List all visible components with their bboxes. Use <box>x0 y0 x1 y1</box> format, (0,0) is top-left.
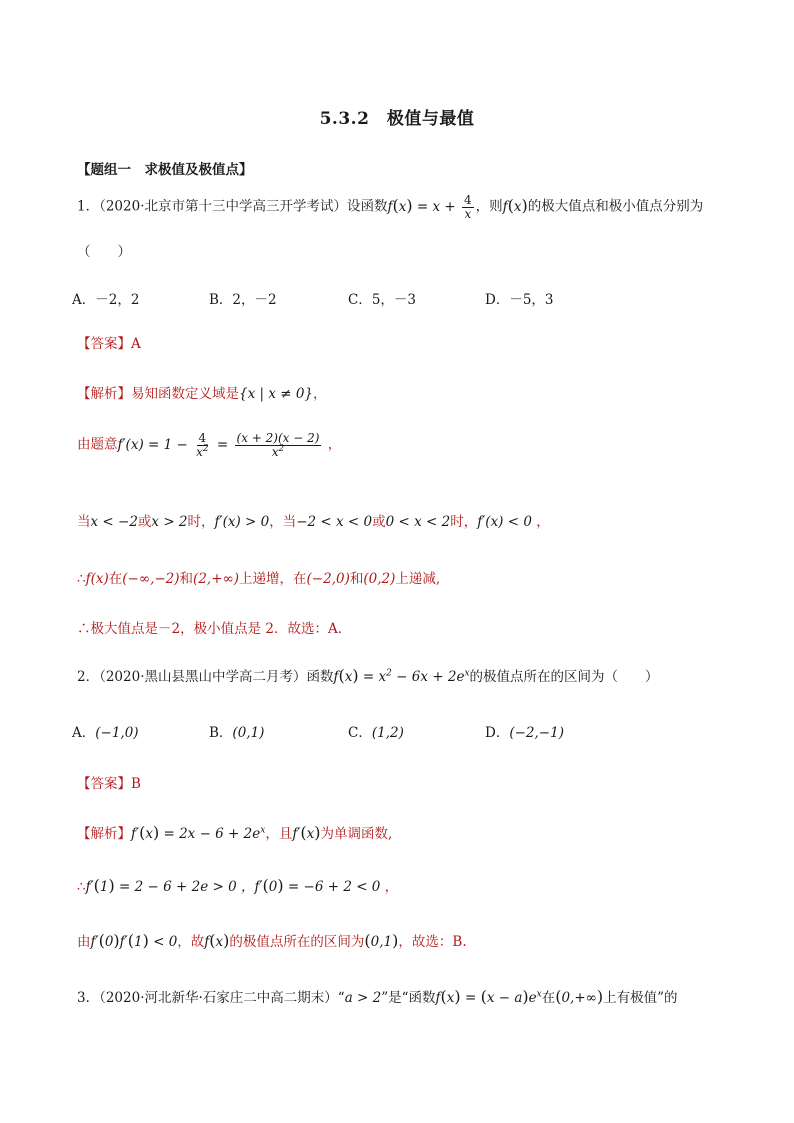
q1-function: f(x) = x + $\frac{4}{x}$ <box>387 193 472 221</box>
section-heading: 【题组一 求极值及极值点】 <box>77 162 253 178</box>
option-label: A． <box>72 725 96 741</box>
q1-analysis-5: ∴极大值点是－2，极小值点是 2．故选：A． <box>77 621 352 637</box>
math: (2,+∞) <box>193 571 240 587</box>
math: x < −2 <box>90 514 138 530</box>
math: (0,+∞) <box>555 987 604 1006</box>
answer-value: B <box>131 776 141 792</box>
text: 的极值点所在的区间为 <box>229 934 365 950</box>
q2-option-b[interactable] <box>209 721 264 741</box>
text: 时， <box>187 514 215 530</box>
math: (−2,0) <box>306 571 350 587</box>
page-title: 5.3.2 极值与最值 <box>319 109 475 129</box>
q2-prefix: 2．（2020·黑山县黑山中学高二月考）函数 <box>77 669 334 685</box>
q1-derivative: f′(x) = 1 − $\frac{4}{x^2}$ = $\frac{(x + 2)(x - 2)}{x^2}$ <box>117 431 320 459</box>
q1-analysis-4 <box>77 567 440 587</box>
q3-suffix: 上有极值”的 <box>603 990 678 1006</box>
math: a > 2 <box>344 990 382 1006</box>
option-label: C． <box>348 725 372 741</box>
q1-option-a[interactable]: A．－2，2 <box>72 292 140 308</box>
q1-analysis-1: 【解析】易知函数定义域是{x | x ≠ 0}， <box>77 386 327 402</box>
text: ∴ <box>77 879 86 895</box>
q1-option-b[interactable]: B．2，－2 <box>209 292 277 308</box>
math: (−∞,−2) <box>122 571 180 587</box>
q1-mid: ，则 <box>475 198 503 215</box>
q1-option-c[interactable]: C．5，－3 <box>348 292 417 308</box>
q1-fx: f(x) <box>502 195 528 215</box>
text: ，故选：B. <box>398 934 467 950</box>
math: −2 < x < 0 <box>296 514 373 530</box>
analysis-tag: 【解析】 <box>77 826 131 842</box>
math: f′(x) > 0 <box>214 514 270 530</box>
q2-suffix: 的极值点所在的区间为（ ） <box>469 669 659 685</box>
text: 和 <box>349 571 364 587</box>
math: $f(x) = (x - a)e^x$ <box>435 987 542 1006</box>
q2-analysis-2: ∴f′(1) = 2 − 6 + 2e > 0 ，f′(0) = −6 + 2 < 0 ， <box>77 876 399 895</box>
q1-domain-set: {x | x ≠ 0} <box>239 386 314 402</box>
text: 当 <box>77 514 91 530</box>
text: 由 <box>77 934 91 950</box>
text: 和 <box>179 571 194 587</box>
q3-stem <box>77 986 678 1006</box>
option-value: (1,2) <box>371 725 404 741</box>
q1-step1-prefix: 由题意 <box>77 436 118 453</box>
q1-suffix: 的极大值点和极小值点分别为 <box>527 198 704 215</box>
text: 为单调函数, <box>320 826 393 842</box>
q2-analysis-3 <box>77 930 467 950</box>
q3-mid2: 在 <box>541 990 556 1006</box>
text: 在 <box>108 571 123 587</box>
math: 0 < x < 2 <box>385 514 451 530</box>
q2-option-d[interactable] <box>485 721 564 741</box>
q1-paren: （ ） <box>77 244 131 260</box>
answer-tag: 【答案】 <box>77 776 131 792</box>
text: 或 <box>372 514 386 530</box>
math: f′(x) <box>292 823 321 842</box>
text: 时， <box>450 514 478 530</box>
math: f(x) <box>204 931 230 950</box>
option-label: B． <box>209 725 233 741</box>
analysis-text: 易知函数定义域是 <box>131 386 239 402</box>
option-value: (0,1) <box>232 725 265 741</box>
q1-analysis-2: 由题意f′(x) = 1 − $\frac{4}{x^2}$ = $\frac{(x + 2)(x - 2)}{x^2}$ ， <box>77 431 342 459</box>
analysis-tag: 【解析】 <box>77 386 131 402</box>
q1-stem <box>77 194 703 220</box>
option-value: (−2,−1) <box>509 725 564 741</box>
q1-option-d[interactable]: D．－5，3 <box>485 292 554 308</box>
q1-analysis-3: 当x < −2或x > 2时，f′(x) > 0，当−2 < x < 0或0 < x < 2时，f′(x) < 0 ， <box>77 514 550 530</box>
q2-function: $f(x) = x^2 - 6x + 2e^x$ <box>333 666 470 685</box>
q2-stem <box>77 665 659 685</box>
math: x > 2 <box>151 514 188 530</box>
text: 上递减, <box>395 571 441 587</box>
answer-value: A <box>131 336 141 352</box>
math: f(x) <box>85 571 109 587</box>
q2-option-c[interactable] <box>348 721 404 741</box>
text: ，且 <box>265 826 293 842</box>
text: 或 <box>137 514 152 530</box>
q2-answer <box>77 772 141 792</box>
math: f′(x) < 0 <box>477 514 532 530</box>
text: 上递增，在 <box>239 571 307 587</box>
q3-mid: ”是“函数 <box>381 990 436 1006</box>
text: ，故 <box>177 934 205 950</box>
text: ∴ <box>77 571 86 587</box>
q1-answer <box>77 332 141 352</box>
q2-analysis-1 <box>77 822 392 842</box>
math: f′(0)f′(1) < 0 <box>90 931 178 950</box>
math: (0,1) <box>364 931 399 950</box>
math: $f'(x) = 2x - 6 + 2e^x$ <box>131 823 266 842</box>
q3-prefix: 3．（2020·河北新华·石家庄二中高二期末）“ <box>77 990 345 1006</box>
text: ，当 <box>269 514 297 530</box>
answer-tag: 【答案】 <box>77 336 131 352</box>
q2-option-a[interactable] <box>72 721 139 741</box>
option-label: D． <box>485 725 510 741</box>
option-value: (−1,0) <box>95 725 139 741</box>
q1-prefix: 1．（2020·北京市第十三中学高三开学考试）设函数 <box>77 198 388 215</box>
math: (0,2) <box>363 571 396 587</box>
math: f′(1) = 2 − 6 + 2e > 0 ，f′(0) = −6 + 2 < 0 <box>85 876 381 895</box>
